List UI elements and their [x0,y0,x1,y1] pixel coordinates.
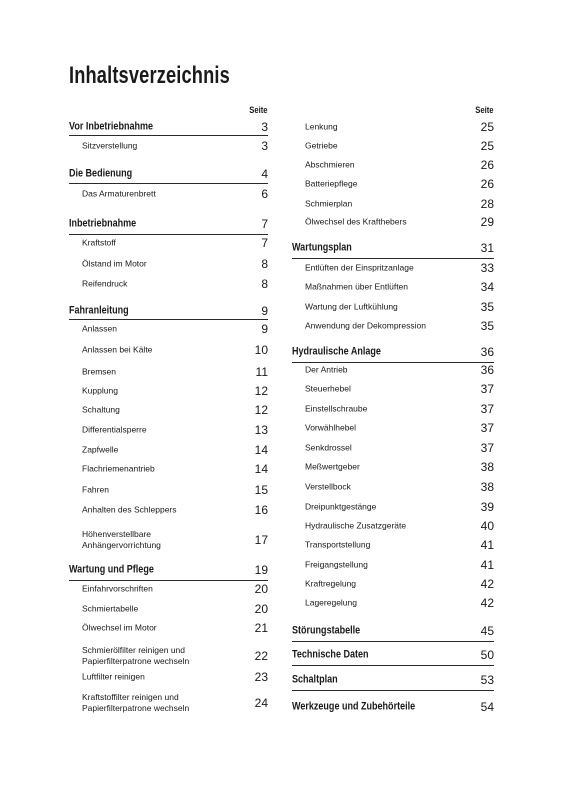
toc-page-number: 54 [480,700,494,714]
toc-entry-title: Ölwechsel im Motor [82,622,157,633]
toc-page-number: 20 [254,582,268,596]
toc-entry [292,595,494,611]
toc-entry-title: Einfahrvorschriften [82,583,153,594]
toc-entry-title: Senkdrossel [305,442,352,453]
toc-entry [292,401,494,417]
toc-entry-title: Abschmieren [305,159,355,170]
toc-entry-title-line-1: Kraftstoffilter reinigen und [82,692,179,702]
toc-page-number: 22 [254,649,268,663]
toc-entry [292,214,494,230]
page-column-label: Seite [475,105,494,115]
toc-entry-title: Wartung der Luftkühlung [305,301,398,312]
toc-page-number: 38 [480,480,494,494]
toc-section-title: Die Bedienung [69,167,133,180]
toc-entry-title: Das Armaturenbrett [82,188,156,199]
toc-entry-title-line-1: Schmierölfilter reinigen und [82,645,185,655]
toc-entry [69,643,268,669]
toc-entry [69,502,268,518]
toc-entry [292,459,494,475]
toc-page-number: 8 [261,277,268,291]
toc-page-number: 13 [254,423,268,437]
toc-entry [69,342,268,358]
toc-entry-title: Schaltung [82,404,120,415]
toc-page-number: 3 [261,120,268,134]
toc-page-number: 40 [480,519,494,533]
toc-entry-title: Lageregelung [305,597,357,608]
toc-entry-title: Fahren [82,484,109,495]
toc-entry-title-line-2: Anhängervorrichtung [82,540,161,550]
section-divider-line [69,580,268,581]
toc-entry [292,518,494,534]
toc-entry-title: Transportstellung [305,539,371,550]
toc-section-title: Werkzeuge und Zubehörteile [292,700,416,713]
toc-entry-title: Anlassen [82,323,117,334]
toc-entry [292,299,494,315]
toc-entry-title-line-2: Papierfilterpatrone wechseln [82,656,190,666]
toc-entry-title: Luftfilter reinigen [82,671,145,682]
toc-entry-title: Flachriemenantrieb [82,463,155,474]
toc-page-number: 21 [254,621,268,635]
toc-entry [69,256,268,272]
toc-entry [292,157,494,173]
toc-page-number: 15 [254,483,268,497]
toc-entry-title: Meßwertgeber [305,461,360,472]
toc-entry-title: Anhalten des Schleppers [82,504,177,515]
section-divider-line [292,258,494,259]
page-title: Inhaltsverzeichnis [69,62,230,89]
toc-page-number: 12 [254,384,268,398]
toc-page-number: 26 [480,177,494,191]
toc-entry [69,383,268,399]
toc-page-number: 36 [480,363,494,377]
toc-entry-title: Sitzverstellung [82,140,138,151]
toc-entry [292,381,494,397]
toc-page-number: 34 [480,280,494,294]
toc-entry [69,669,268,685]
toc-entry [292,119,494,135]
toc-entry-title: Verstellbock [305,481,351,492]
toc-entry-title: Ölstand im Motor [82,258,147,269]
toc-page-number: 11 [255,365,268,379]
toc-section [69,303,268,319]
toc-section-title: Wartungsplan [292,241,352,254]
section-divider-line [69,234,268,235]
toc-entry [292,196,494,212]
toc-section [292,623,494,639]
toc-entry [69,461,268,477]
toc-entry-title: Einstellschraube [305,403,368,414]
toc-entry-title: Schmierplan [305,198,353,209]
toc-entry [292,362,494,378]
toc-page-number: 8 [261,257,268,271]
toc-entry [69,276,268,292]
toc-section [292,672,494,688]
toc-entry-title: Freigangstellung [305,559,368,570]
toc-entry-title [82,645,189,667]
toc-entry [69,186,268,202]
toc-page-number: 37 [480,382,494,396]
toc-page-number: 35 [480,300,494,314]
toc-page-number: 36 [480,345,494,359]
toc-page-number: 37 [480,402,494,416]
toc-page-number: 3 [261,139,268,153]
toc-page-number: 28 [480,197,494,211]
toc-page-number: 31 [480,241,494,255]
toc-entry-title: Hydraulische Zusatzgeräte [305,520,407,531]
toc-entry [292,279,494,295]
toc-entry [292,138,494,154]
toc-page-number: 6 [261,187,268,201]
toc-page-number: 53 [480,673,494,687]
page-column-label: Seite [249,105,268,115]
toc-entry-title [82,529,161,551]
toc-page-number: 38 [480,460,494,474]
toc-entry-title: Ölwechsel des Krafthebers [305,216,407,227]
toc-entry-title: Entlüften der Einspritzanlage [305,262,414,273]
toc-section [292,344,494,360]
toc-section [292,699,494,715]
toc-page-number: 20 [254,602,268,616]
toc-entry-title: Vorwählhebel [305,422,357,433]
toc-entry-title: Kraftregelung [305,578,357,589]
section-divider-line [69,135,268,136]
toc-entry [69,321,268,337]
toc-page-number: 41 [480,558,494,572]
toc-entry-title: Anlassen bei Kälte [82,344,153,355]
toc-page-number: 23 [254,670,268,684]
toc-entry [292,576,494,592]
section-divider-line [292,690,494,691]
toc-entry [69,364,268,380]
toc-entry [292,440,494,456]
toc-page-number: 10 [254,343,268,357]
toc-section-title: Störungstabelle [292,624,361,637]
toc-entry-title-line-2: Papierfilterpatrone wechseln [82,703,190,713]
toc-entry-title: Kraftstoff [82,237,116,248]
toc-entry [292,499,494,515]
toc-entry [292,537,494,553]
toc-section-title: Fahranleitung [69,304,129,317]
section-divider-line [292,665,494,666]
toc-entry [69,620,268,636]
toc-entry [69,442,268,458]
toc-entry [69,690,268,716]
toc-entry [69,581,268,597]
toc-entry-title: Getriebe [305,140,338,151]
toc-page-number: 37 [480,421,494,435]
toc-entry-title: Dreipunktgestänge [305,501,377,512]
toc-page-number: 37 [480,441,494,455]
toc-page-number: 14 [254,443,268,457]
toc-page-number: 7 [261,236,268,250]
toc-entry-title [82,692,189,714]
toc-section [292,240,494,256]
toc-page-number: 9 [261,322,268,336]
toc-page-number: 19 [254,563,268,577]
toc-page-number: 12 [254,403,268,417]
toc-entry [69,422,268,438]
toc-page-number: 7 [261,217,268,231]
toc-section [69,216,268,232]
toc-entry [292,176,494,192]
toc-entry [292,479,494,495]
toc-entry-title: Steuerhebel [305,383,351,394]
toc-entry [69,527,268,553]
toc-entry [69,235,268,251]
toc-section-title: Vor Inbetriebnahme [69,120,154,133]
toc-page-number: 4 [261,167,268,181]
toc-entry [69,601,268,617]
toc-entry [292,420,494,436]
toc-entry-title: Der Antrieb [305,364,348,375]
toc-page-number: 45 [480,624,494,638]
toc-page-number: 35 [480,319,494,333]
toc-entry [292,318,494,334]
toc-entry-title-line-1: Höhenverstellbare [82,529,151,539]
toc-page-number: 50 [480,648,494,662]
toc-page-number: 39 [480,500,494,514]
toc-page-number: 16 [254,503,268,517]
section-divider-line [292,362,494,363]
toc-entry-title: Zapfwelle [82,444,119,455]
toc-page-number: 29 [480,215,494,229]
toc-page-number: 42 [480,596,494,610]
toc-page-number: 17 [254,533,268,547]
toc-page-number: 25 [480,139,494,153]
toc-section-title: Inbetriebnahme [69,217,137,230]
toc-entry [69,482,268,498]
section-divider-line [69,183,268,184]
toc-page-number: 33 [480,261,494,275]
toc-page-number: 9 [261,304,268,318]
toc-entry-title: Lenkung [305,121,338,132]
toc-right-column [292,0,494,800]
toc-section-title: Hydraulische Anlage [292,345,381,358]
toc-entry-title: Differentialsperre [82,424,147,435]
toc-entry-title: Reifendruck [82,278,128,289]
section-divider-line [292,641,494,642]
toc-page-number: 41 [480,538,494,552]
toc-page-number: 26 [480,158,494,172]
toc-page-number: 24 [254,696,268,710]
toc-section [69,166,268,182]
toc-entry-title: Schmiertabelle [82,603,139,614]
toc-section [69,119,268,135]
toc-page-number: 42 [480,577,494,591]
toc-page-number: 14 [254,462,268,476]
toc-section-title: Schaltplan [292,673,338,686]
toc-section [69,562,268,578]
toc-entry [69,138,268,154]
toc-left-column [69,0,268,800]
toc-section-title: Wartung und Pflege [69,563,154,576]
toc-entry-title: Batteriepflege [305,178,358,189]
toc-entry-title: Bremsen [82,366,117,377]
toc-entry-title: Maßnahmen über Entlüften [305,281,409,292]
toc-entry-title: Anwendung der Dekompression [305,320,426,331]
section-divider-line [69,319,268,320]
toc-entry-title: Kupplung [82,385,118,396]
toc-entry [292,557,494,573]
toc-section-title: Technische Daten [292,648,369,661]
toc-entry [69,402,268,418]
toc-entry [292,260,494,276]
toc-section [292,647,494,663]
toc-page-number: 25 [480,120,494,134]
